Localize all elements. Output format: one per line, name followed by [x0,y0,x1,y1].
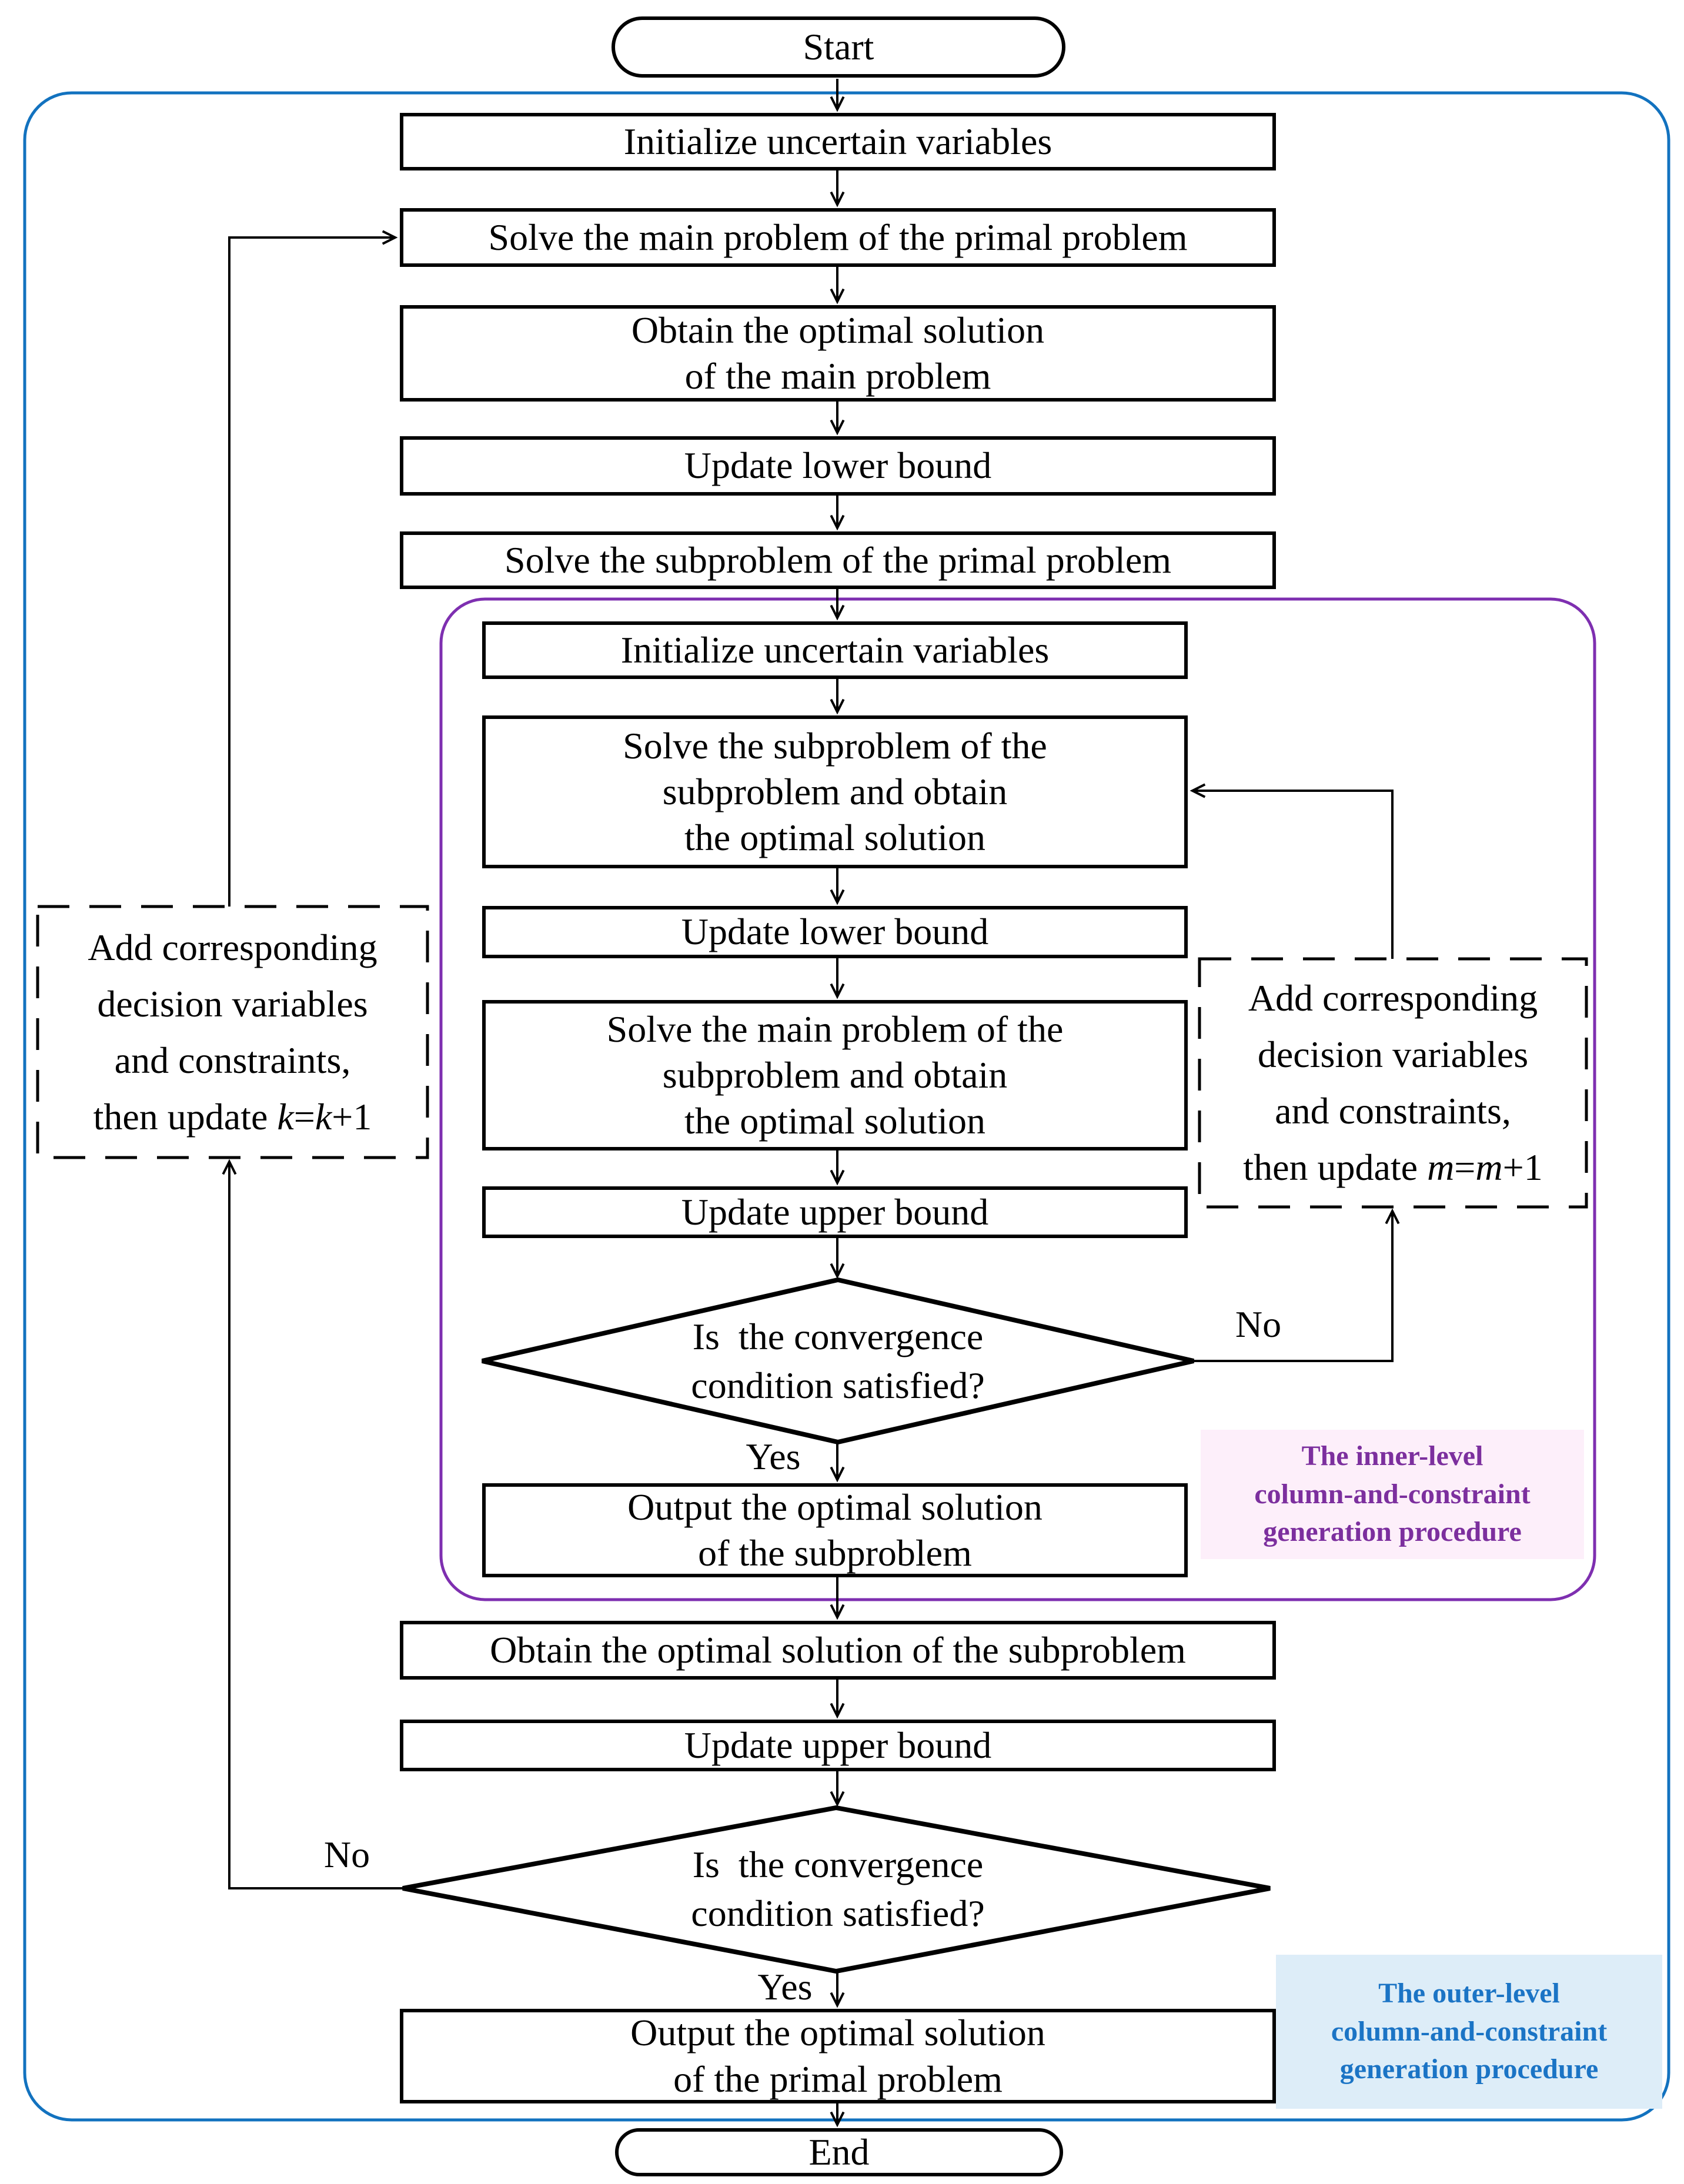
box-text-line: Output the optimal solution [627,1486,1043,1528]
decision-text-line: condition satisfied? [691,1364,985,1406]
label-line: column-and-constraint [1331,2015,1608,2047]
dashed-text-line: Add corresponding [88,926,377,968]
inner-decision-text [541,1305,1135,1417]
box-solve-subproblem-primal [400,531,1276,589]
inner-return-line [1192,791,1392,959]
outer-decision-text [541,1833,1135,1945]
end-terminal [615,2128,1063,2176]
box-text-line: Obtain the optimal solution [631,309,1045,351]
outer-return-line [229,238,395,907]
box-update-lower-bound-outer [400,436,1276,496]
no-text: No [323,1834,370,1876]
dashed-text-line: and constraints, [114,1039,351,1081]
box-text-line: subproblem and obtain [662,770,1008,812]
label-line: generation procedure [1339,2053,1599,2085]
box-inner-solve-subproblem [482,715,1188,868]
box-text-line: Solve the main problem of the [606,1008,1064,1050]
update-suffix: +1 [332,1095,372,1138]
box-output-optimal-primal [400,2009,1276,2103]
outer-yes-label [732,1961,838,2014]
box-text-line: subproblem and obtain [662,1053,1008,1096]
label-line: column-and-constraint [1254,1478,1531,1510]
no-text: No [1235,1303,1282,1346]
box-inner-update-upper-bound [482,1186,1188,1238]
box-text-line: the optimal solution [684,1100,985,1142]
start-label: Start [803,25,874,68]
label-line: generation procedure [1263,1516,1522,1548]
yes-text: Yes [746,1436,801,1478]
box-obtain-optimal-subproblem [400,1621,1276,1680]
dashed-update-line [1243,1139,1542,1196]
box-text-line: of the primal problem [673,2058,1003,2100]
box-text: Solve the subproblem of the primal problem [504,539,1171,581]
right-dashed-box-text [1199,959,1586,1207]
box-text: Update lower bound [684,444,992,487]
box-text: Obtain the optimal solution of the subproblem [490,1628,1186,1671]
dashed-text-line: decision variables [1257,1034,1529,1075]
box-text: Solve the main problem of the primal problem [488,216,1188,258]
update-variable: m [1427,1146,1455,1188]
box-text-line: of the subproblem [698,1532,972,1574]
update-variable: m [1475,1146,1503,1188]
outer-no-label [294,1828,400,1881]
outer-no-loop-line [229,1162,403,1888]
update-prefix: then update [1243,1146,1428,1188]
box-text-line: the optimal solution [684,817,985,859]
box-text: Update upper bound [684,1724,992,1766]
box-inner-output-optimal-subproblem [482,1483,1188,1577]
box-text: Update upper bound [681,1190,989,1233]
update-equals: = [1454,1146,1476,1188]
box-initialize-uncertain-variables [400,113,1276,170]
dashed-text-line: and constraints, [1275,1090,1511,1132]
label-line: The outer-level [1378,1977,1560,2009]
label-line: The inner-level [1301,1440,1483,1471]
box-update-upper-bound-outer [400,1720,1276,1771]
update-variable: k [315,1095,332,1138]
decision-text-line: condition satisfied? [691,1892,985,1934]
update-prefix: then update [93,1095,278,1138]
box-solve-main-problem-primal [400,208,1276,267]
box-text-line: of the main problem [684,355,991,397]
yes-text: Yes [757,1966,813,2008]
box-inner-update-lower-bound [482,906,1188,958]
update-equals: = [293,1095,315,1138]
start-terminal [612,16,1065,78]
box-text: Update lower bound [681,911,989,953]
left-dashed-box-text [38,907,427,1158]
dashed-update-line [93,1089,372,1145]
box-obtain-optimal-main [400,305,1276,402]
box-text: Initialize uncertain variables [620,628,1050,671]
box-text-line: Output the optimal solution [630,2012,1045,2054]
dashed-text-line: decision variables [97,982,368,1025]
inner-procedure-label [1201,1430,1584,1559]
update-variable: k [277,1095,294,1138]
box-text: Initialize uncertain variables [623,120,1052,162]
box-inner-initialize-uncertain-variables [482,621,1188,679]
box-text-line: Solve the subproblem of the [623,724,1047,767]
inner-no-label [1205,1298,1311,1351]
dashed-text-line: Add corresponding [1248,977,1538,1019]
outer-procedure-label [1276,1955,1662,2109]
end-label: End [808,2131,870,2173]
decision-text-line: Is the convergence [692,1843,984,1885]
decision-text-line: Is the convergence [692,1315,984,1357]
inner-yes-label [720,1430,826,1483]
box-inner-solve-main-problem [482,1000,1188,1150]
update-suffix: +1 [1502,1146,1543,1188]
